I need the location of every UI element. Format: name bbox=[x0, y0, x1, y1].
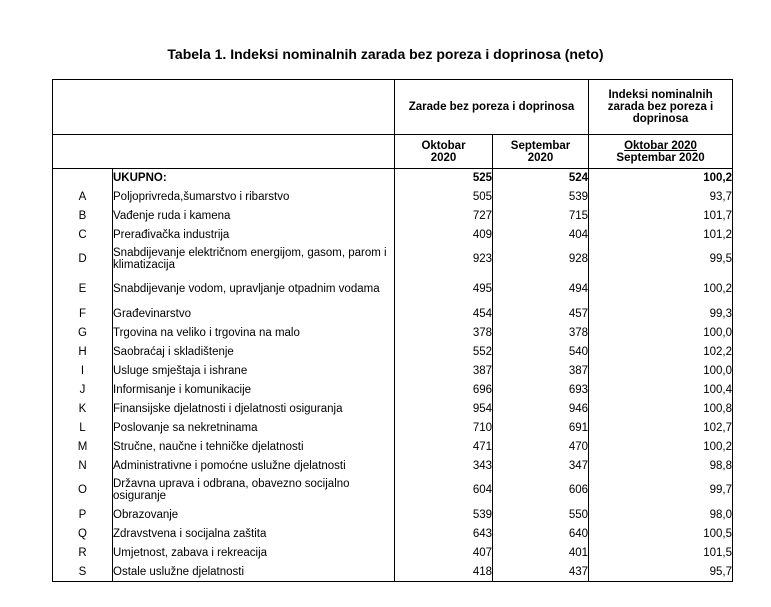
table-row bbox=[53, 187, 733, 206]
row-index: 101,7 bbox=[589, 206, 733, 225]
row-oct: 923 bbox=[395, 244, 493, 274]
row-oct: 954 bbox=[395, 399, 493, 418]
row-code: H bbox=[53, 342, 113, 361]
row-name: Snabdijevanje električnom energijom, gasom, parom i klimatizacija bbox=[113, 244, 395, 274]
row-sep: 347 bbox=[493, 456, 589, 475]
row-oct: 409 bbox=[395, 225, 493, 244]
header-empty-cell bbox=[53, 80, 395, 135]
row-sep: 437 bbox=[493, 562, 589, 582]
row-name: Poslovanje sa nekretninama bbox=[113, 418, 395, 437]
row-index: 95,7 bbox=[589, 562, 733, 582]
table-row bbox=[53, 361, 733, 380]
table-row bbox=[53, 323, 733, 342]
row-name: Stručne, naučne i tehničke djelatnosti bbox=[113, 437, 395, 456]
table-row bbox=[53, 274, 733, 304]
row-code: N bbox=[53, 456, 113, 475]
row-code: S bbox=[53, 562, 113, 582]
row-oct: 471 bbox=[395, 437, 493, 456]
row-sep: 378 bbox=[493, 323, 589, 342]
table-row bbox=[53, 475, 733, 505]
row-sep: 470 bbox=[493, 437, 589, 456]
row-index: 99,3 bbox=[589, 304, 733, 323]
table-row bbox=[53, 562, 733, 582]
header-oktobar bbox=[395, 135, 493, 169]
row-index: 98,8 bbox=[589, 456, 733, 475]
table-row bbox=[53, 225, 733, 244]
index-denominator: Septembar 2020 bbox=[616, 151, 705, 164]
row-sep: 494 bbox=[493, 274, 589, 304]
row-index: 100,5 bbox=[589, 524, 733, 543]
row-code: P bbox=[53, 505, 113, 524]
row-index: 100,0 bbox=[589, 323, 733, 342]
header-oktobar-label: Oktobar 2020 bbox=[421, 139, 466, 164]
row-code: Q bbox=[53, 524, 113, 543]
row-name: Administrativne i pomoćne uslužne djelatnosti bbox=[113, 456, 395, 475]
row-oct: 643 bbox=[395, 524, 493, 543]
row-index: 98,0 bbox=[589, 505, 733, 524]
header-septembar bbox=[493, 135, 589, 169]
row-index: 99,5 bbox=[589, 244, 733, 274]
row-name: Informisanje i komunikacije bbox=[113, 380, 395, 399]
row-index: 100,2 bbox=[589, 437, 733, 456]
row-sep: 691 bbox=[493, 418, 589, 437]
row-sep: 404 bbox=[493, 225, 589, 244]
total-sep: 524 bbox=[493, 169, 589, 188]
table-row bbox=[53, 543, 733, 562]
table-row bbox=[53, 399, 733, 418]
row-name: Obrazovanje bbox=[113, 505, 395, 524]
row-index: 100,0 bbox=[589, 361, 733, 380]
row-sep: 550 bbox=[493, 505, 589, 524]
row-name: Zdravstvena i socijalna zaštita bbox=[113, 524, 395, 543]
row-index: 101,5 bbox=[589, 543, 733, 562]
total-row bbox=[53, 169, 733, 188]
row-code: F bbox=[53, 304, 113, 323]
table-row bbox=[53, 380, 733, 399]
header-row-bottom bbox=[53, 135, 733, 169]
row-code: G bbox=[53, 323, 113, 342]
row-oct: 552 bbox=[395, 342, 493, 361]
row-code: E bbox=[53, 274, 113, 304]
row-code: A bbox=[53, 187, 113, 206]
total-index: 100,2 bbox=[589, 169, 733, 188]
row-name: Umjetnost, zabava i rekreacija bbox=[113, 543, 395, 562]
row-oct: 604 bbox=[395, 475, 493, 505]
row-oct: 454 bbox=[395, 304, 493, 323]
row-code: I bbox=[53, 361, 113, 380]
header-septembar-label: Septembar 2020 bbox=[510, 139, 571, 164]
header-index-ratio bbox=[589, 135, 733, 169]
row-sep: 401 bbox=[493, 543, 589, 562]
header-row-top bbox=[53, 80, 733, 135]
row-code: O bbox=[53, 475, 113, 505]
row-code: J bbox=[53, 380, 113, 399]
row-index: 100,2 bbox=[589, 274, 733, 304]
table-row bbox=[53, 244, 733, 274]
table-row bbox=[53, 342, 733, 361]
row-oct: 387 bbox=[395, 361, 493, 380]
row-sep: 640 bbox=[493, 524, 589, 543]
row-oct: 539 bbox=[395, 505, 493, 524]
row-index: 93,7 bbox=[589, 187, 733, 206]
row-code: L bbox=[53, 418, 113, 437]
row-oct: 418 bbox=[395, 562, 493, 582]
table-row bbox=[53, 206, 733, 225]
row-index: 101,2 bbox=[589, 225, 733, 244]
row-index: 102,2 bbox=[589, 342, 733, 361]
row-name: Prerađivačka industrija bbox=[113, 225, 395, 244]
row-code: D bbox=[53, 244, 113, 274]
row-sep: 928 bbox=[493, 244, 589, 274]
row-oct: 727 bbox=[395, 206, 493, 225]
row-code: K bbox=[53, 399, 113, 418]
row-index: 102,7 bbox=[589, 418, 733, 437]
row-name: Trgovina na veliko i trgovina na malo bbox=[113, 323, 395, 342]
row-oct: 696 bbox=[395, 380, 493, 399]
wages-table bbox=[52, 79, 733, 582]
row-code: R bbox=[53, 543, 113, 562]
row-oct: 378 bbox=[395, 323, 493, 342]
total-label: UKUPNO: bbox=[113, 169, 395, 188]
table-row bbox=[53, 524, 733, 543]
row-name: Usluge smještaja i ishrane bbox=[113, 361, 395, 380]
row-index: 99,7 bbox=[589, 475, 733, 505]
row-name: Građevinarstvo bbox=[113, 304, 395, 323]
total-oct: 525 bbox=[395, 169, 493, 188]
row-sep: 457 bbox=[493, 304, 589, 323]
row-code: M bbox=[53, 437, 113, 456]
row-oct: 505 bbox=[395, 187, 493, 206]
row-oct: 407 bbox=[395, 543, 493, 562]
row-sep: 540 bbox=[493, 342, 589, 361]
row-name: Poljoprivreda,šumarstvo i ribarstvo bbox=[113, 187, 395, 206]
table-row bbox=[53, 505, 733, 524]
row-index: 100,4 bbox=[589, 380, 733, 399]
table-row bbox=[53, 304, 733, 323]
row-oct: 710 bbox=[395, 418, 493, 437]
row-index: 100,8 bbox=[589, 399, 733, 418]
table-row bbox=[53, 456, 733, 475]
row-code: B bbox=[53, 206, 113, 225]
row-code: C bbox=[53, 225, 113, 244]
header-wages-group: Zarade bez poreza i doprinosa bbox=[395, 80, 589, 135]
header-index-group: Indeksi nominalnih zarada bez poreza i doprinosa bbox=[589, 80, 733, 135]
row-sep: 715 bbox=[493, 206, 589, 225]
header-empty-cell-2 bbox=[53, 135, 395, 169]
row-sep: 693 bbox=[493, 380, 589, 399]
row-sep: 539 bbox=[493, 187, 589, 206]
row-sep: 606 bbox=[493, 475, 589, 505]
row-oct: 495 bbox=[395, 274, 493, 304]
row-name: Vađenje ruda i kamena bbox=[113, 206, 395, 225]
row-name: Ostale uslužne djelatnosti bbox=[113, 562, 395, 582]
table-row bbox=[53, 437, 733, 456]
row-name: Snabdijevanje vodom, upravljanje otpadnim vodama bbox=[113, 274, 395, 304]
row-name: Finansijske djelatnosti i djelatnosti osiguranja bbox=[113, 399, 395, 418]
total-code bbox=[53, 169, 113, 188]
table-row bbox=[53, 418, 733, 437]
index-numerator: Oktobar 2020 bbox=[624, 139, 697, 152]
table-title: Tabela 1. Indeksi nominalnih zarada bez poreza i doprinosa (neto) bbox=[167, 46, 604, 62]
row-name: Državna uprava i odbrana, obavezno socijalno osiguranje bbox=[113, 475, 395, 505]
row-sep: 387 bbox=[493, 361, 589, 380]
row-oct: 343 bbox=[395, 456, 493, 475]
row-name: Saobraćaj i skladištenje bbox=[113, 342, 395, 361]
row-sep: 946 bbox=[493, 399, 589, 418]
